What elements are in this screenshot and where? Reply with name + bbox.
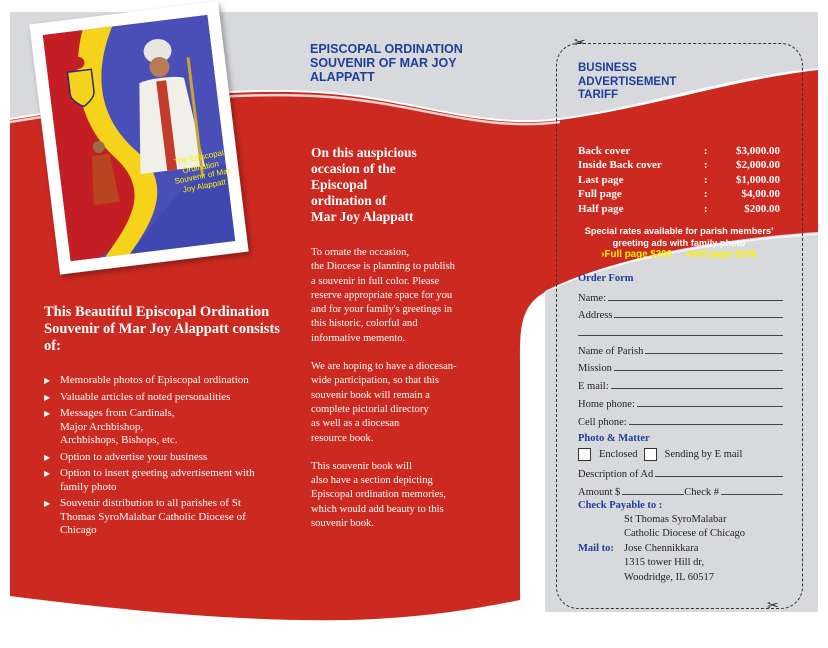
mail-to bbox=[578, 542, 783, 586]
table-row: Full page : $4,00.00 bbox=[578, 188, 780, 201]
paragraph: This souvenir book will also have a section depicting Episcopal ordination memories, which would add beauty to this souvenir book. bbox=[311, 460, 447, 530]
bullet-icon: ▶ bbox=[44, 452, 51, 462]
photo-options bbox=[578, 446, 783, 463]
home-phone-line[interactable] bbox=[637, 406, 783, 407]
list-item: ▶ Messages from Cardinals, Major Archbishop, Archbishops, Bishops, etc. bbox=[44, 407, 178, 446]
consists-heading: This Beautiful Episcopal Ordination Souvenir of Mar Joy Alappatt consists of: bbox=[44, 304, 280, 354]
address-line-2[interactable] bbox=[578, 321, 783, 339]
special-full-page: ›Full page $300 bbox=[601, 249, 673, 260]
enclosed-label: Enclosed bbox=[599, 448, 638, 460]
address-line-2-line[interactable] bbox=[578, 335, 783, 336]
parish-field[interactable]: Name of Parish bbox=[578, 339, 783, 357]
check-number-line[interactable] bbox=[721, 494, 783, 495]
email-field[interactable]: E mail: bbox=[578, 374, 783, 392]
sending-email-label: Sending by E mail bbox=[664, 448, 743, 460]
list-item: ▶ Souvenir distribution to all parishes of St Thomas SyroMalabar Catholic Diocese of Chicago bbox=[44, 497, 246, 536]
rates-table bbox=[578, 144, 780, 216]
payable-to: St Thomas SyroMalabar Catholic Diocese of Chicago bbox=[624, 513, 746, 540]
order-form-heading: Order Form bbox=[578, 273, 634, 284]
cell-phone-line[interactable] bbox=[629, 424, 783, 425]
special-rates-note: Special rates available for parish members' greeting ads with family photo bbox=[584, 226, 774, 248]
address-line[interactable] bbox=[614, 317, 783, 318]
email-line[interactable] bbox=[611, 388, 783, 389]
scissors-icon: ✂ bbox=[574, 35, 586, 51]
enclosed-checkbox[interactable] bbox=[578, 448, 591, 461]
description-line[interactable] bbox=[655, 476, 783, 477]
bullet-icon: ▶ bbox=[44, 499, 51, 508]
name-field[interactable]: Name: bbox=[578, 286, 783, 304]
table-row: Back cover : $3,000.00 bbox=[578, 145, 780, 157]
table-row: Half page : $200.00 bbox=[578, 202, 780, 215]
bullet-icon: ▶ bbox=[44, 392, 51, 402]
mission-line[interactable] bbox=[614, 370, 783, 371]
amount-field[interactable]: Amount $ Check # bbox=[578, 480, 783, 498]
table-row: Last page : $1,000.00 bbox=[578, 173, 780, 186]
cover-illustration bbox=[43, 15, 236, 262]
description-field[interactable]: Description of Ad bbox=[578, 463, 783, 481]
list-item: ▶ Valuable articles of noted personalities bbox=[44, 390, 231, 403]
check-number-label: Check # bbox=[684, 486, 719, 498]
name-line[interactable] bbox=[608, 300, 783, 301]
payable-heading: Check Payable to : bbox=[578, 499, 663, 511]
sending-email-checkbox[interactable] bbox=[644, 448, 657, 461]
paragraph: To ornate the occasion, the Diocese is planning to publish a souvenir in full color. Please reserve appropriate space for you and for your family's greetings in this historic, colorful and informative memento. bbox=[311, 247, 455, 344]
scissors-icon: ✂ bbox=[767, 598, 779, 614]
home-phone-field[interactable]: Home phone: bbox=[578, 392, 783, 410]
souvenir-title: EPISCOPAL ORDINATION SOUVENIR OF MAR JOY ALAPPATT bbox=[310, 42, 463, 84]
list-item: ▶ Memorable photos of Episcopal ordination bbox=[44, 374, 249, 386]
list-item: ▶ Option to insert greeting advertisement with family photo bbox=[44, 467, 255, 493]
list-item: ▶ Option to advertise your business bbox=[44, 450, 208, 463]
features-list bbox=[44, 374, 274, 541]
special-half-page: ›Half page $150 bbox=[684, 249, 757, 260]
amount-line[interactable] bbox=[622, 494, 684, 495]
mission-field[interactable]: Mission bbox=[578, 357, 783, 375]
photo-matter-heading: Photo & Matter bbox=[578, 432, 650, 444]
tariff-heading: BUSINESS ADVERTISEMENT TARIFF bbox=[578, 62, 677, 101]
bullet-icon: ▶ bbox=[44, 376, 51, 385]
parish-line[interactable] bbox=[645, 353, 783, 354]
mail-to-heading: Mail to: bbox=[578, 542, 614, 554]
bullet-icon: ▶ bbox=[44, 469, 51, 478]
paragraph: We are hoping to have a diocesan- wide participation, so that this souvenir book will remain a complete pictorial directory as well as a diocesan resource book. bbox=[311, 361, 457, 444]
cell-phone-field[interactable]: Cell phone: bbox=[578, 410, 783, 428]
table-row: Inside Back cover : $2,000.00 bbox=[578, 159, 780, 172]
middle-paragraphs bbox=[311, 246, 496, 545]
address-field[interactable]: Address bbox=[578, 304, 783, 322]
bullet-icon: ▶ bbox=[44, 409, 51, 418]
order-form bbox=[578, 272, 783, 585]
auspicious-heading: On this auspicious occasion of the Episcopal ordination of Mar Joy Alappatt bbox=[311, 145, 417, 224]
special-rates bbox=[578, 249, 780, 260]
mail-address: Jose Chennikkara 1315 tower Hill dr, Woodridge, IL 60517 bbox=[624, 542, 715, 583]
cover-caption: The Episcopal Ordination Souvenir of Mar Joy Alappatt bbox=[173, 148, 231, 194]
souvenir-cover-photo bbox=[29, 1, 248, 274]
